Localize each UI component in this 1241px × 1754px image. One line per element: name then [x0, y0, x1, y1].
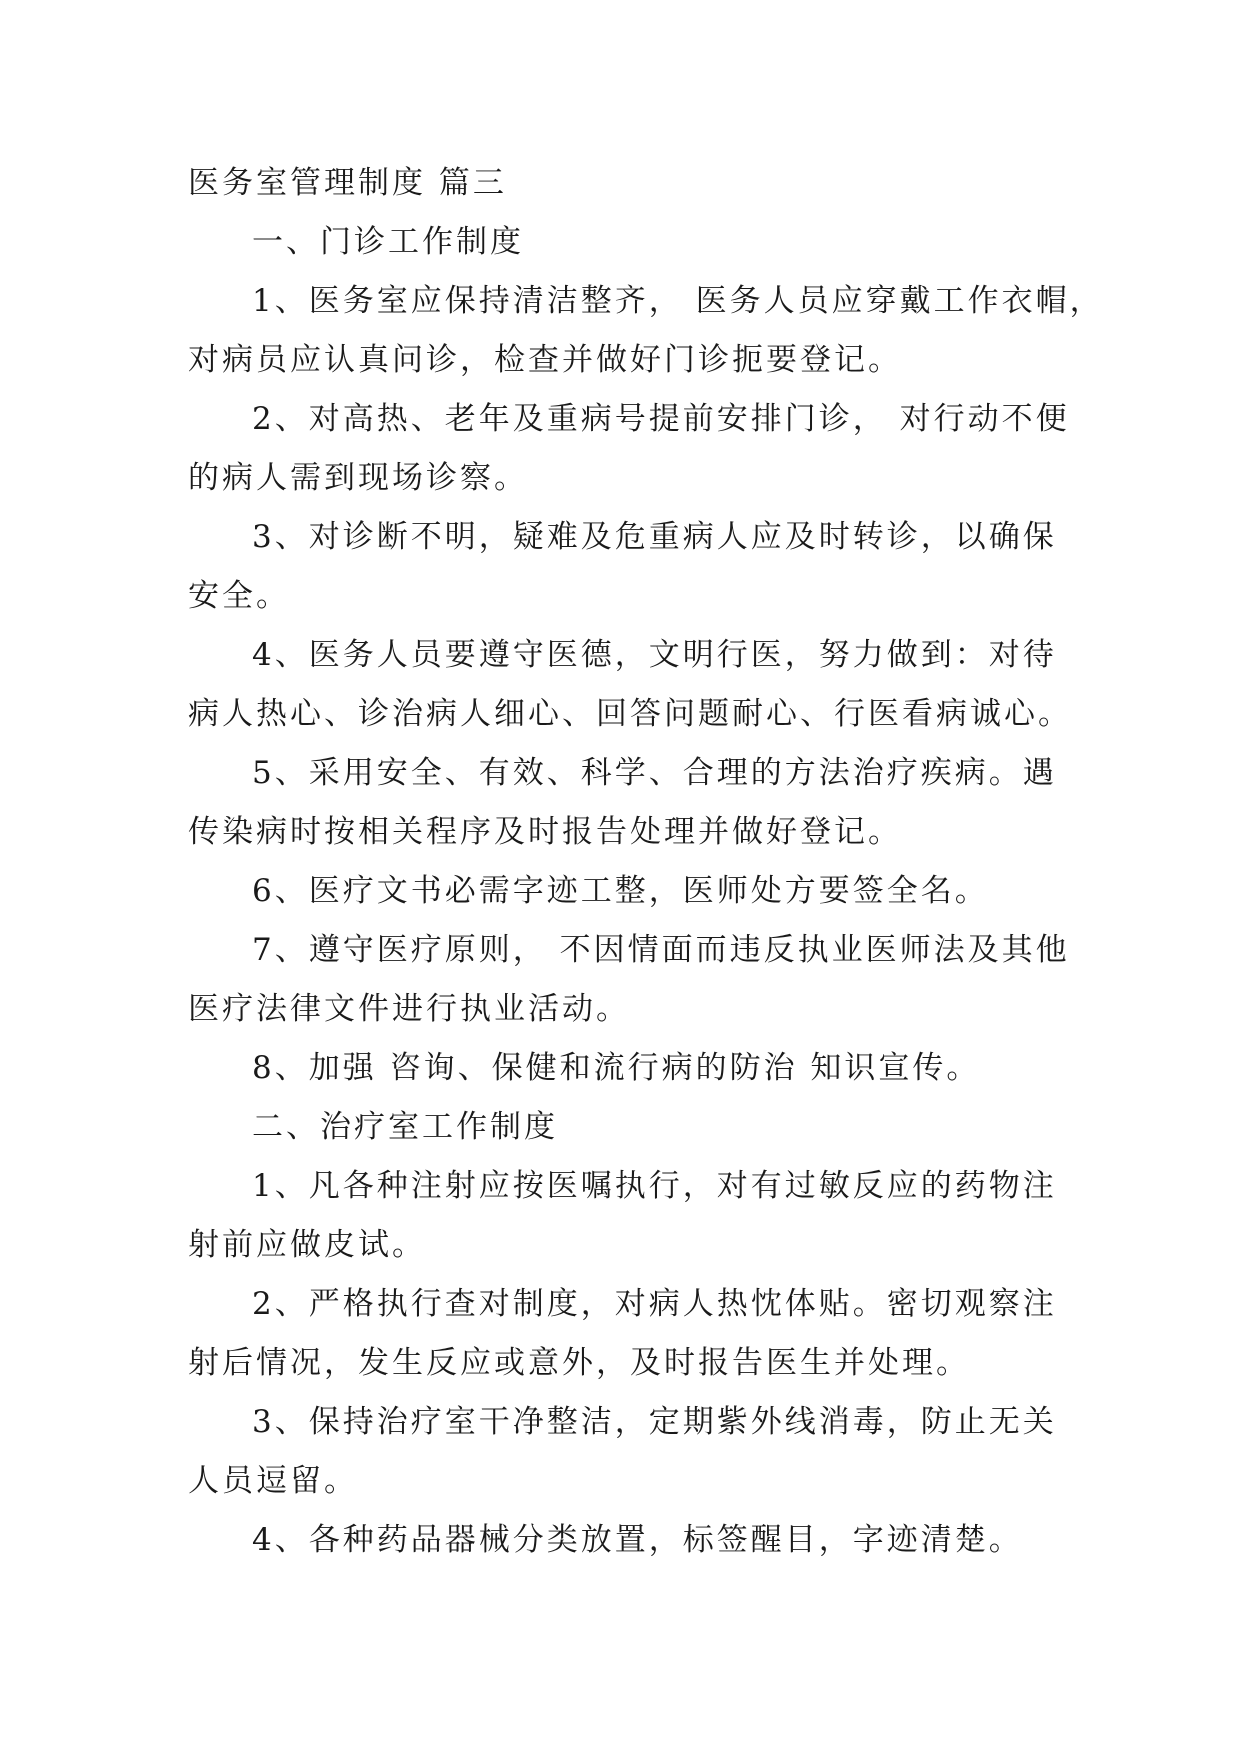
paragraph-line: 射前应做皮试。: [188, 1227, 426, 1263]
paragraph-line: 6、医疗文书必需字迹工整，医师处方要签全名。: [252, 873, 989, 909]
paragraph-line: 射后情况，发生反应或意外，及时报告医生并处理。: [188, 1345, 970, 1381]
section-heading-treatment-room: 二、治疗室工作制度: [252, 1109, 558, 1145]
paragraph-line: 的病人需到现场诊察。: [188, 460, 528, 496]
section-heading-outpatient: 一、门诊工作制度: [252, 224, 524, 260]
paragraph-line: 2、对高热、老年及重病号提前安排门诊， 对行动不便: [252, 401, 1070, 437]
paragraph-line: 1、医务室应保持清洁整齐， 医务人员应穿戴工作衣帽，: [252, 283, 1104, 319]
paragraph-line: 安全。: [188, 578, 290, 614]
paragraph-line: 病人热心、诊治病人细心、回答问题耐心、行医看病诚心。: [188, 696, 1072, 732]
paragraph-line: 1、凡各种注射应按医嘱执行，对有过敏反应的药物注: [252, 1168, 1057, 1204]
paragraph-line: 传染病时按相关程序及时报告处理并做好登记。: [188, 814, 902, 850]
paragraph-line: 8、加强 咨询、保健和流行病的防治 知识宣传。: [252, 1050, 981, 1086]
paragraph-line: 4、各种药品器械分类放置，标签醒目，字迹清楚。: [252, 1522, 1023, 1558]
paragraph-line: 2、严格执行查对制度，对病人热忱体贴。密切观察注: [252, 1286, 1057, 1322]
paragraph-line: 医疗法律文件进行执业活动。: [188, 991, 630, 1027]
paragraph-line: 对病员应认真问诊，检查并做好门诊扼要登记。: [188, 342, 902, 378]
paragraph-line: 3、保持治疗室干净整洁，定期紫外线消毒，防止无关: [252, 1404, 1057, 1440]
paragraph-line: 3、对诊断不明，疑难及危重病人应及时转诊，以确保: [252, 519, 1057, 555]
paragraph-line: 7、遵守医疗原则， 不因情面而违反执业医师法及其他: [252, 932, 1070, 968]
paragraph-line: 5、采用安全、有效、科学、合理的方法治疗疾病。遇: [252, 755, 1057, 791]
document-title: 医务室管理制度 篇三: [188, 165, 507, 201]
paragraph-line: 人员逗留。: [188, 1463, 358, 1499]
paragraph-line: 4、医务人员要遵守医德，文明行医，努力做到：对待: [252, 637, 1057, 673]
